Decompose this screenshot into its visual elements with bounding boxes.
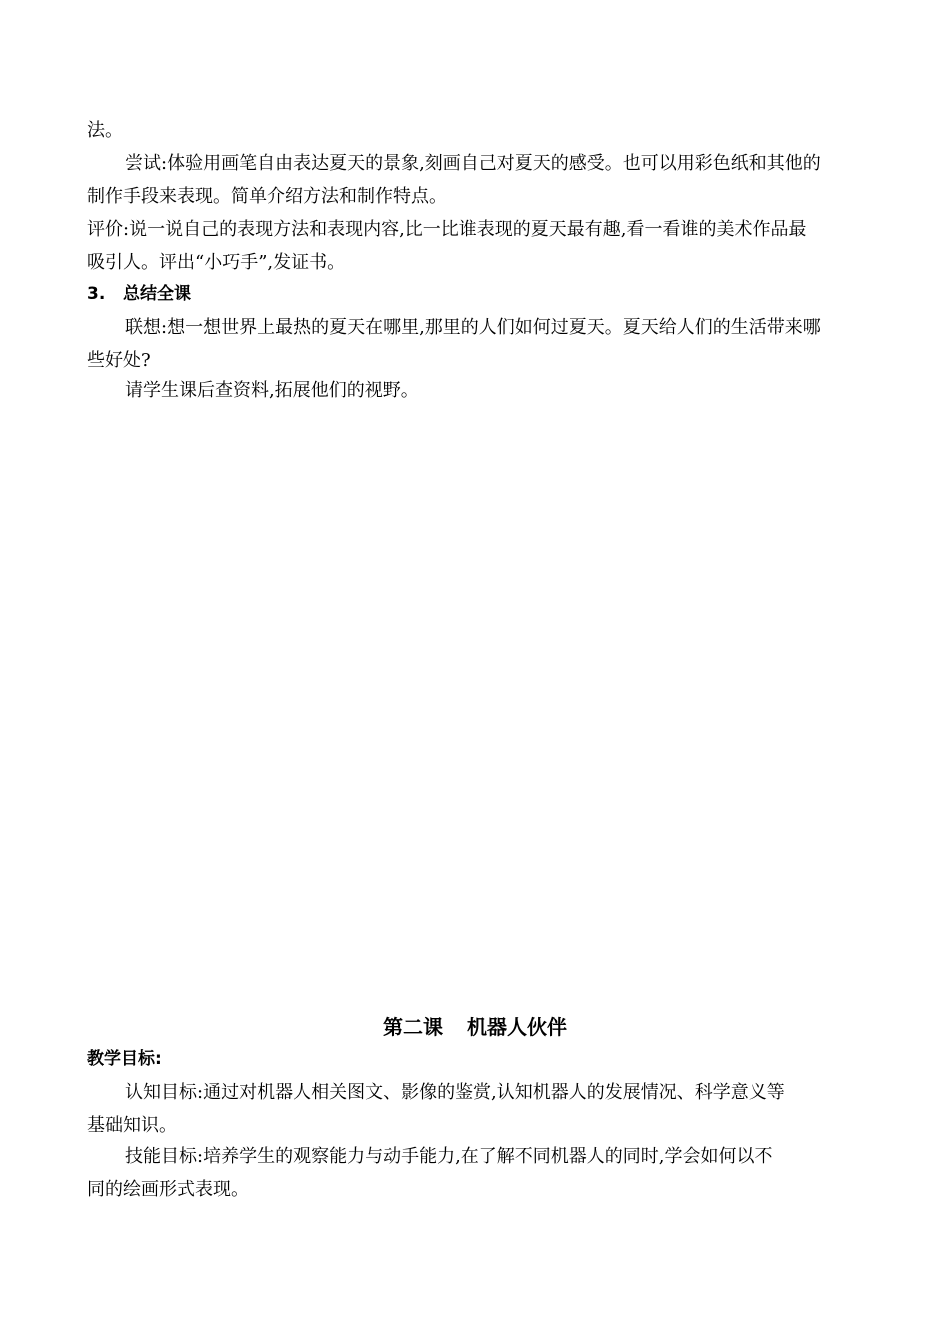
paragraph-eval-line1: 评价:说一说自己的表现方法和表现内容,比一比谁表现的夏天最有趣,看一看谁的美术作品最 — [87, 219, 807, 240]
paragraph-eval-line2: 吸引人。评出“小巧手”,发证书。 — [87, 252, 346, 273]
goals-heading: 教学目标: — [87, 1049, 162, 1069]
section-heading-summary — [87, 278, 867, 311]
paragraph-fa: 法。 — [87, 120, 123, 141]
paragraph-after-class: 请学生课后查资料,拓展他们的视野。 — [125, 380, 419, 401]
section-number: 3. — [87, 284, 106, 304]
section-title: 总结全课 — [123, 284, 191, 304]
paragraph-cognitive-line1: 认知目标:通过对机器人相关图文、影像的鉴赏,认知机器人的发展情况、科学意义等 — [125, 1082, 785, 1103]
paragraph-try-line1: 尝试:体验用画笔自由表达夏天的景象,刻画自己对夏天的感受。也可以用彩色纸和其他的 — [125, 153, 821, 174]
lesson-title — [0, 1010, 950, 1044]
paragraph-try-line2: 制作手段来表现。简单介绍方法和制作特点。 — [87, 186, 447, 207]
paragraph-skill-line1: 技能目标:培养学生的观察能力与动手能力,在了解不同机器人的同时,学会如何以不 — [125, 1146, 773, 1167]
paragraph-assoc-line2: 些好处? — [87, 350, 151, 371]
lesson-name: 机器人伙伴 — [467, 1015, 567, 1039]
lesson-number: 第二课 — [383, 1015, 443, 1039]
paragraph-skill-line2: 同的绘画形式表现。 — [87, 1179, 249, 1200]
paragraph-cognitive-line2: 基础知识。 — [87, 1115, 177, 1136]
paragraph-assoc-line1: 联想:想一想世界上最热的夏天在哪里,那里的人们如何过夏天。夏天给人们的生活带来哪 — [125, 317, 821, 338]
